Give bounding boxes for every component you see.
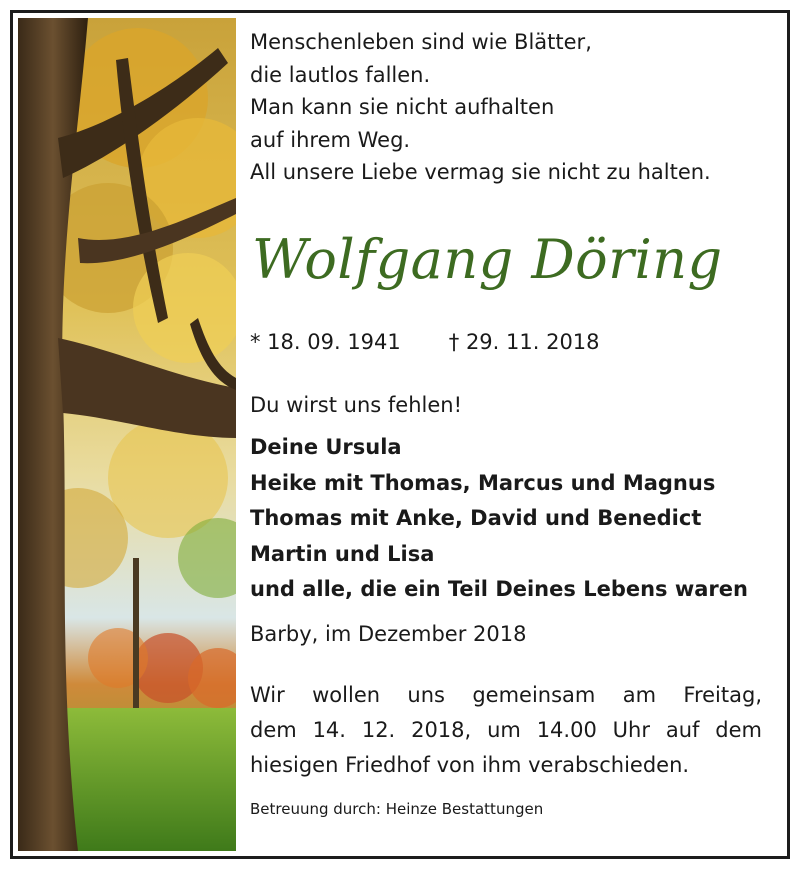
mourner-line: Heike mit Thomas, Marcus und Magnus [250,470,716,495]
birth-date: * 18. 09. 1941 [250,330,401,354]
deceased-name: Wolfgang Döring [252,228,723,291]
death-date: † 29. 11. 2018 [448,330,600,354]
funeral-line: hiesigen Friedhof von ihm verabschieden. [250,753,690,777]
verse-line: Man kann sie nicht aufhalten [250,95,555,119]
verse-line: All unsere Liebe vermag sie nicht zu halten. [250,160,711,184]
memorial-verse [250,26,770,189]
farewell-line: Du wirst uns fehlen! [250,393,462,417]
verse-line: Menschenleben sind wie Blätter, [250,30,592,54]
funeral-line: dem 14. 12. 2018, um 14.00 Uhr auf dem [250,718,762,742]
life-dates [250,330,600,354]
undertaker-credit: Betreuung durch: Heinze Bestattungen [250,800,544,818]
place-and-date: Barby, im Dezember 2018 [250,622,527,646]
verse-line: auf ihrem Weg. [250,127,411,152]
funeral-line: Wir wollen uns gemeinsam am Freitag, [250,683,762,707]
verse-line: die lautlos fallen. [250,62,431,87]
mourner-line: und alle, die ein Teil Deines Lebens waren [250,577,748,601]
mourner-line: Martin und Lisa [250,541,435,566]
mourner-line: Thomas mit Anke, David und Benedict [250,506,702,530]
autumn-tree-photo [18,18,236,851]
funeral-notice [250,678,762,783]
mourner-line: Deine Ursula [250,435,402,459]
mourners-list [250,430,748,608]
